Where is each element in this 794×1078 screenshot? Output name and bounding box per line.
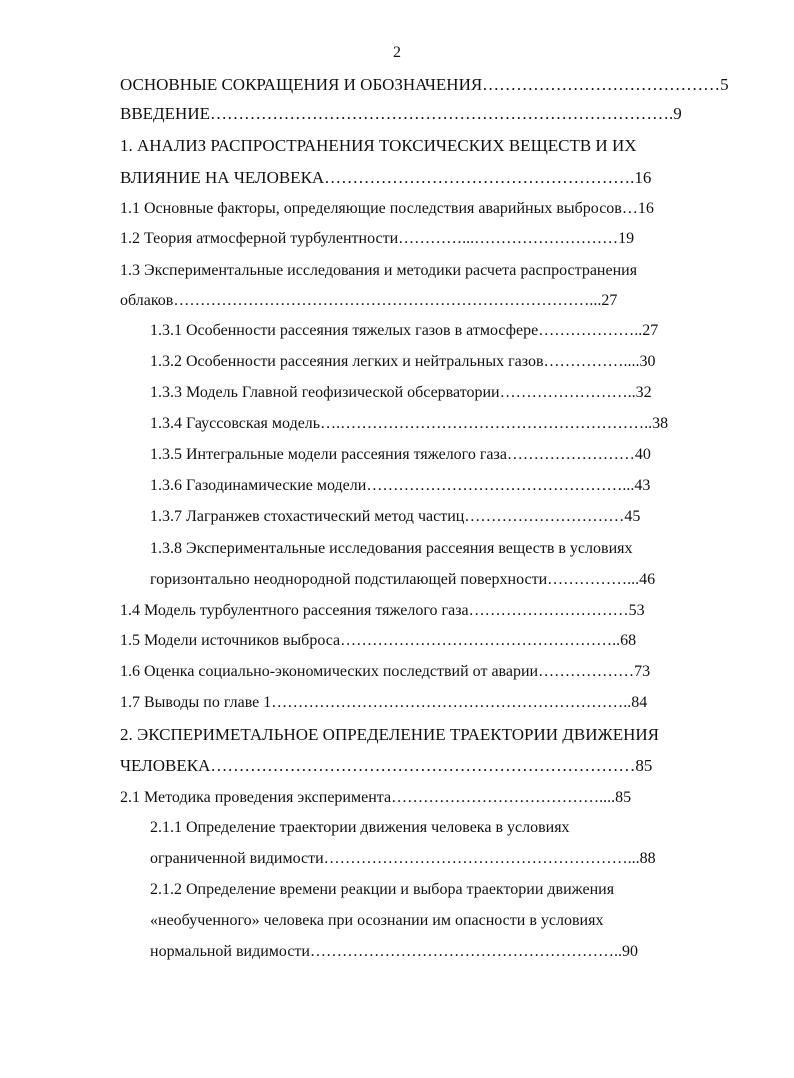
toc-section-1-3-1 xyxy=(150,316,740,345)
toc-line: 1.1 Основные факторы, определяющие последствия аварийных выбросов…16 xyxy=(120,200,654,217)
toc-introduction xyxy=(120,99,736,128)
toc-line: 2.1.2 Определение времени реакции и выбора траектории движения xyxy=(150,881,615,898)
toc-chapter-2-line-2 xyxy=(120,751,736,780)
toc-abbreviations xyxy=(120,70,736,99)
toc-section-1-3-3 xyxy=(150,378,740,407)
toc-section-2-1-2-line-2 xyxy=(150,906,740,935)
toc-section-1-4 xyxy=(120,596,736,625)
toc-line: горизонтально неоднородной подстилающей поверхности……………...46 xyxy=(150,571,656,588)
toc-line: «необученного» человека при осознании им опасности в условиях xyxy=(150,912,604,929)
toc-section-1-3-line-2 xyxy=(120,286,736,315)
toc-line: ОСНОВНЫЕ СОКРАЩЕНИЯ И ОБОЗНАЧЕНИЯ……………………………………5 xyxy=(120,75,729,94)
toc-line: 1.3 Экспериментальные исследования и методики расчета распространения xyxy=(120,262,638,279)
toc-section-1-3-8-line-2 xyxy=(150,565,740,594)
toc-section-1-3-7 xyxy=(150,502,740,531)
toc-line: 2. ЭКСПЕРИМЕТАЛЬНОЕ ОПРЕДЕЛЕНИЕ ТРАЕКТОРИИ ДВИЖЕНИЯ xyxy=(120,725,659,744)
toc-line: 1.2 Теория атмосферной турбулентности…………...………………………19 xyxy=(120,230,635,247)
toc-line: 1.3.4 Гауссовская модель….…………………………………………………..38 xyxy=(150,415,669,432)
toc-line: 1.3.1 Особенности рассеяния тяжелых газов в атмосфере………………..27 xyxy=(150,322,659,339)
toc-section-1-3-line-1 xyxy=(120,256,736,285)
toc-section-1-3-5 xyxy=(150,440,740,469)
toc-line: 1. АНАЛИЗ РАСПРОСТРАНЕНИЯ ТОКСИЧЕСКИХ ВЕЩЕСТВ И ИХ xyxy=(120,136,637,155)
toc-section-1-3-8-line-1 xyxy=(150,534,740,563)
toc-line: 2.1.1 Определение траектории движения человека в условиях xyxy=(150,819,570,836)
toc-line: 1.6 Оценка социально-экономических последствий от аварии………………73 xyxy=(120,663,651,680)
toc-line: 2.1 Методика проведения эксперимента…………………………………....85 xyxy=(120,789,632,806)
toc-section-2-1-2-line-3 xyxy=(150,937,740,966)
toc-line: 1.3.7 Лагранжев стохастический метод частиц…………………………45 xyxy=(150,508,641,525)
toc-section-2-1-1-line-2 xyxy=(150,844,740,873)
toc-chapter-2-line-1 xyxy=(120,720,736,749)
toc-section-2-1-1-line-1 xyxy=(150,813,740,842)
toc-line: 1.4 Модель турбулентного рассеяния тяжелого газа…………………………53 xyxy=(120,602,645,619)
toc-section-2-1-2-line-1 xyxy=(150,875,740,904)
page-number: 2 xyxy=(393,44,401,61)
toc-line: 1.7 Выводы по главе 1…………………………………………………………..84 xyxy=(120,694,648,711)
toc-section-1-3-4 xyxy=(150,409,740,438)
toc-line: 1.3.6 Газодинамические модели…………………………………………...43 xyxy=(150,477,651,494)
toc-chapter-1-line-2 xyxy=(120,163,736,192)
toc-line: нормальной видимости…………………………………………………..90 xyxy=(150,943,638,960)
toc-section-2-1 xyxy=(120,783,740,812)
toc-section-1-5 xyxy=(120,626,736,655)
toc-section-1-1 xyxy=(120,194,740,223)
toc-section-1-3-6 xyxy=(150,471,740,500)
toc-section-1-2 xyxy=(120,224,736,253)
toc-line: ЧЕЛОВЕКА…………………………………………………………………85 xyxy=(120,756,653,775)
toc-section-1-3-2 xyxy=(150,347,740,376)
toc-line: 1.3.8 Экспериментальные исследования рассеяния веществ в условиях xyxy=(150,540,633,557)
toc-section-1-7 xyxy=(120,688,736,717)
toc-line: облаков……………………………………………………………………...27 xyxy=(120,292,618,309)
toc-line: ограниченной видимости…………………………………………………...88 xyxy=(150,850,656,867)
toc-line: 1.3.3 Модель Главной геофизической обсерватории……………………..32 xyxy=(150,384,652,401)
toc-section-1-6 xyxy=(120,657,736,686)
toc-line: ВВЕДЕНИЕ……………………………………………………………………….9 xyxy=(120,104,682,123)
toc-line: ВЛИЯНИЕ НА ЧЕЛОВЕКА……………………………………………….16 xyxy=(120,168,652,187)
toc-line: 1.5 Модели источников выброса……………………………………………..68 xyxy=(120,632,637,649)
toc-line: 1.3.2 Особенности рассеяния легких и нейтральных газов……………....30 xyxy=(150,353,656,370)
toc-chapter-1-line-1 xyxy=(120,131,736,160)
toc-line: 1.3.5 Интегральные модели рассеяния тяжелого газа……………………40 xyxy=(150,446,651,463)
